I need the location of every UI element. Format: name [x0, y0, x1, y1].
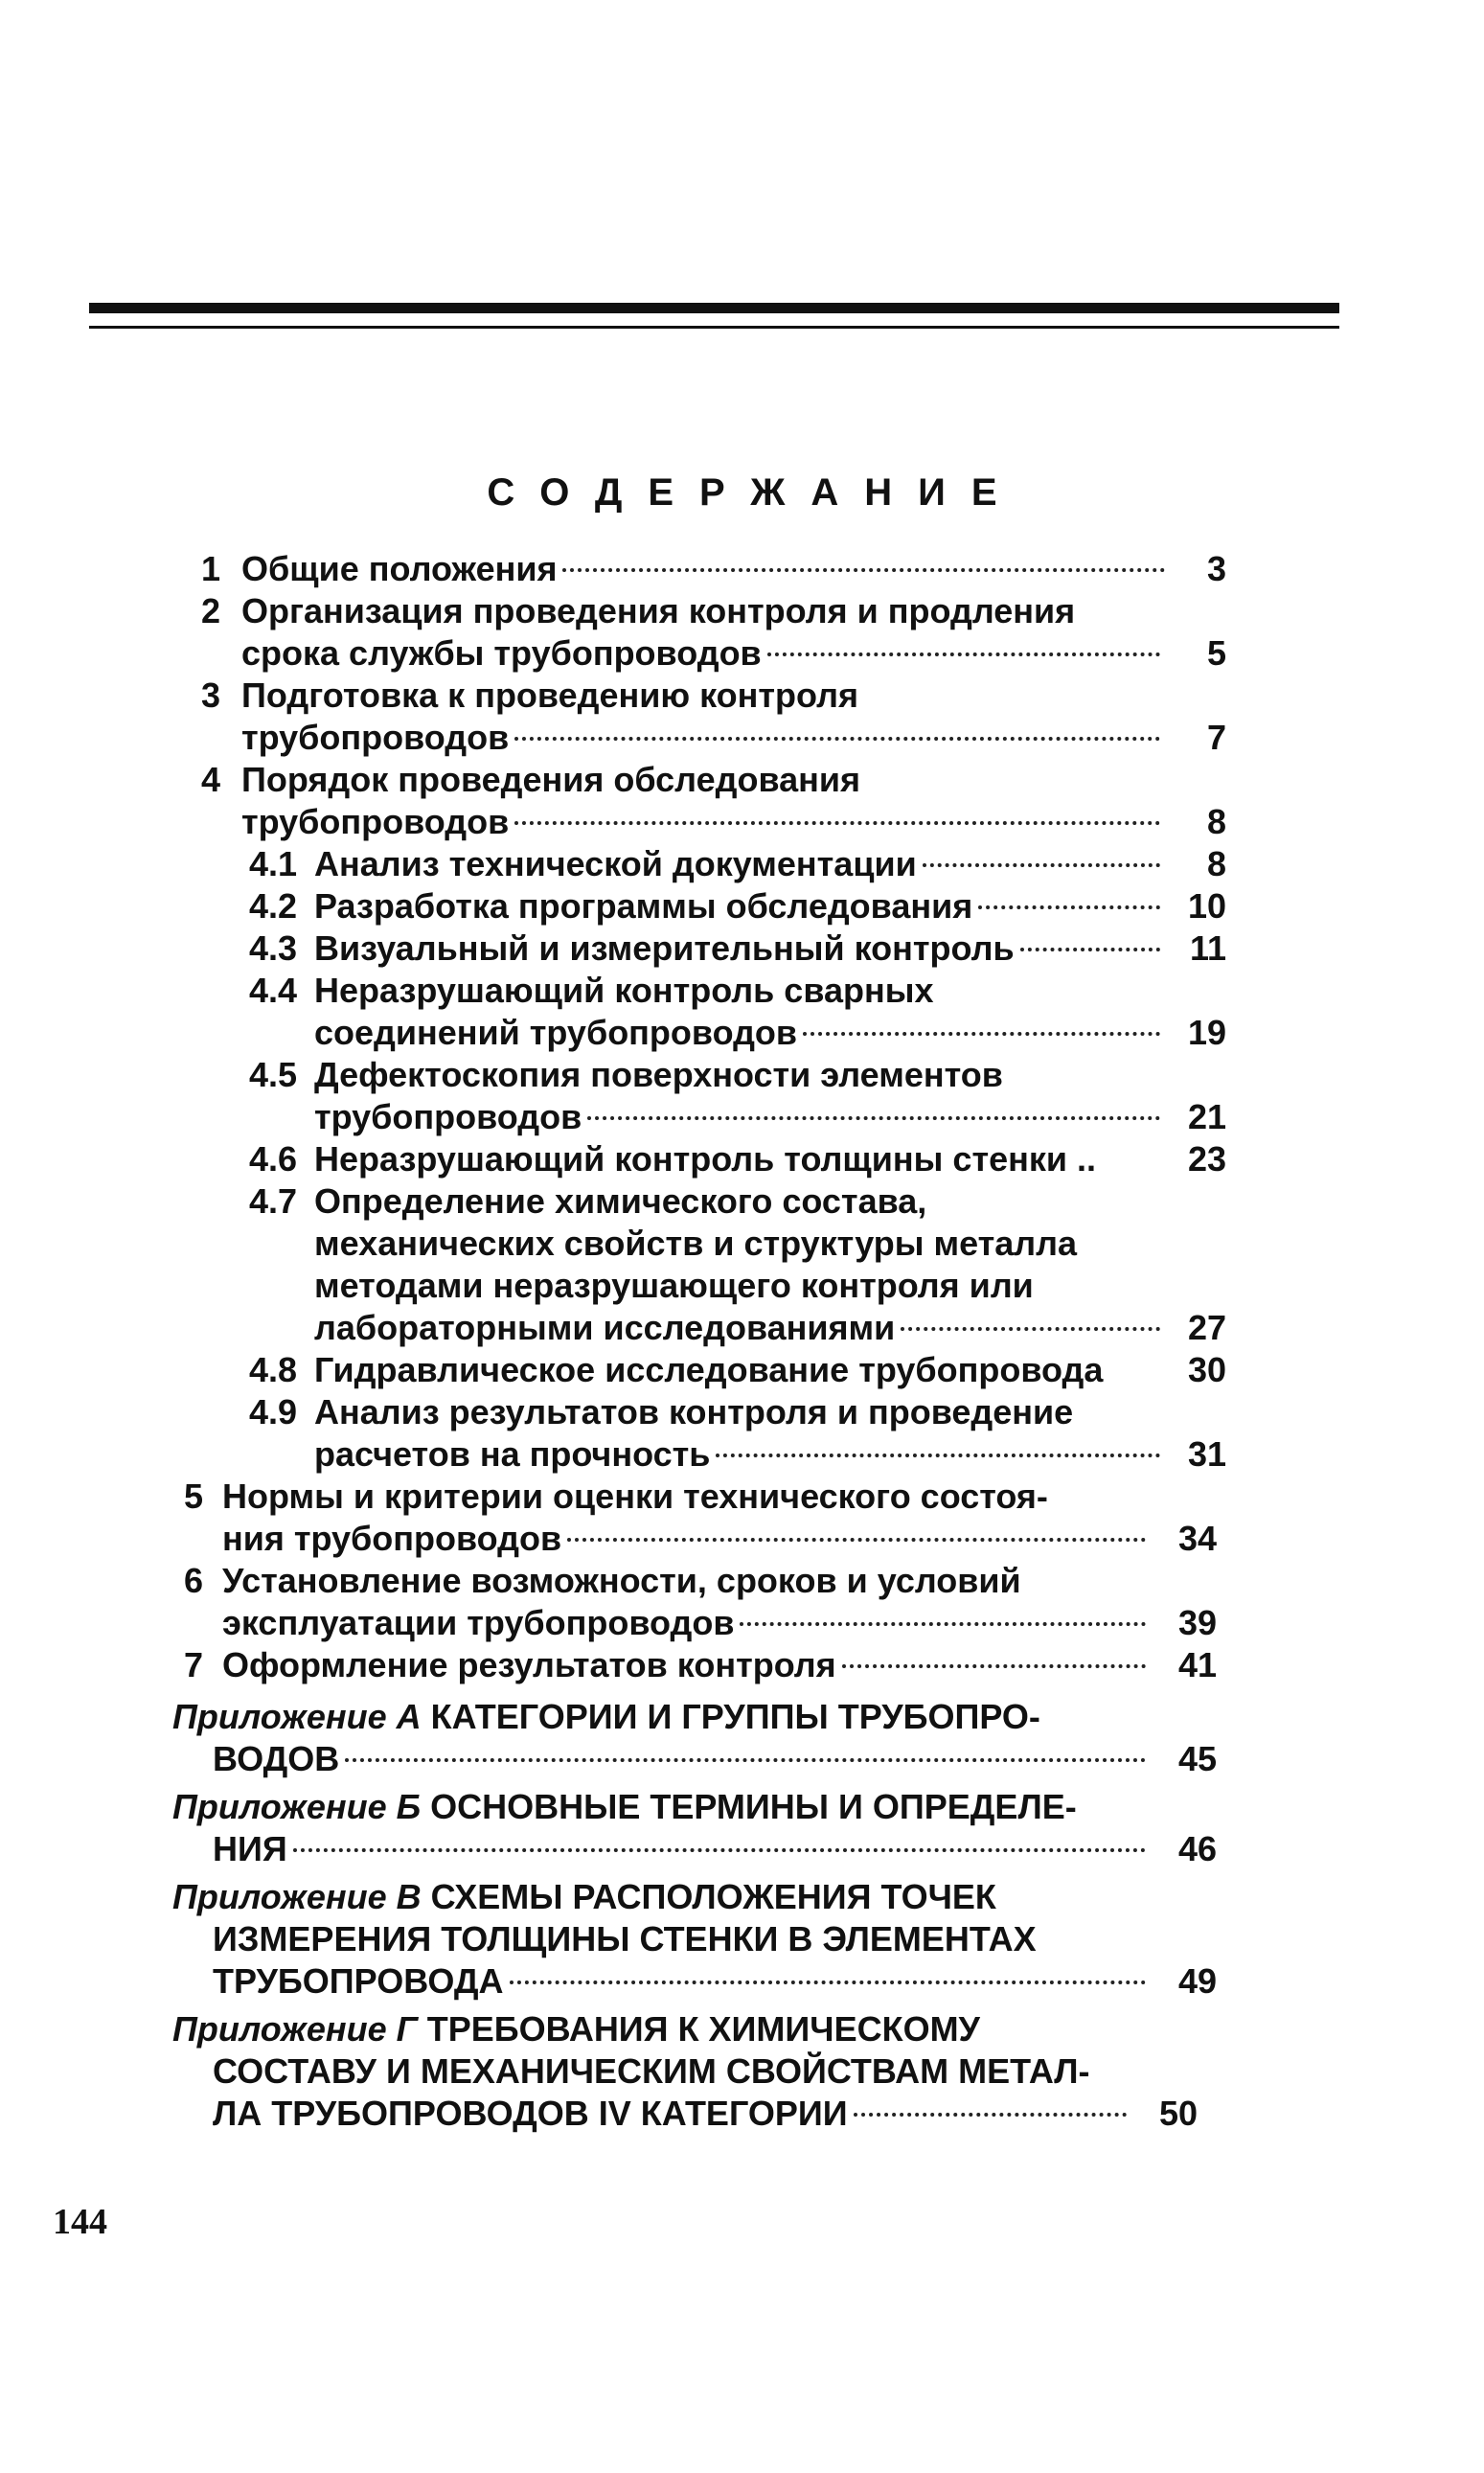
toc-entry-number: 6 [183, 1561, 203, 1600]
appendix-title-line: ИЗМЕРЕНИЯ ТОЛЩИНЫ СТЕНКИ В ЭЛЕМЕНТАХ [213, 1919, 1037, 1958]
toc-entry-title: Разработка программы обследования [314, 886, 973, 926]
toc-entry-page: 31 [1187, 1434, 1226, 1474]
leader-dots [514, 737, 1160, 741]
toc-entry-4-2[interactable] [314, 885, 1166, 927]
toc-entry-4-5[interactable] [314, 1096, 1166, 1138]
header-rule-thick [89, 303, 1339, 313]
toc-entry-number: 3 [200, 675, 220, 715]
toc-entry-7[interactable] [222, 1644, 1152, 1686]
appendix-title-line: ТРУБОПРОВОДА [213, 1961, 504, 2001]
toc-entry-number: 4.2 [248, 886, 297, 926]
appendix-label: Приложение Б [172, 1787, 422, 1826]
appendix-title-line: ЛА ТРУБОПРОВОДОВ IV КАТЕГОРИИ [213, 2094, 848, 2133]
toc-entry-page: 46 [1177, 1829, 1217, 1868]
toc-entry-page: 7 [1206, 718, 1226, 757]
toc-entry-page: 39 [1177, 1603, 1217, 1642]
toc-entry-6[interactable] [222, 1602, 1152, 1644]
toc-entry-title-line: Порядок проведения обследования [241, 760, 860, 799]
toc-entry-page: 19 [1187, 1013, 1226, 1052]
toc-entry-title-line: лабораторными исследованиями [314, 1308, 896, 1347]
toc-entry-title-line: механических свойств и структуры металла [314, 1224, 1078, 1263]
leader-dots [842, 1664, 1146, 1668]
leader-dots [514, 821, 1160, 825]
toc-entry-page: 41 [1177, 1645, 1217, 1684]
leader-dots [562, 568, 1165, 572]
toc-entry-title-line: Установление возможности, сроков и условий [222, 1561, 1021, 1600]
toc-entry-page: 21 [1187, 1097, 1226, 1136]
toc-entry-number: 5 [183, 1477, 203, 1516]
toc-entry-number: 4.8 [248, 1350, 297, 1389]
toc-entry-number: 4 [200, 760, 220, 799]
toc-entry-title: Анализ технической документации [314, 844, 917, 883]
toc-entry-number: 4.5 [248, 1055, 297, 1094]
toc-entry-4-3[interactable] [314, 927, 1166, 970]
toc-entry-3[interactable] [241, 717, 1166, 759]
toc-entry-4-7[interactable] [314, 1307, 1166, 1349]
appendix-label: Приложение А [172, 1697, 422, 1736]
page-number: 144 [53, 2202, 107, 2242]
toc-entry-page: 8 [1206, 844, 1226, 883]
toc-entry-page: 3 [1206, 549, 1226, 588]
toc-entry-4-6[interactable]: Неразрушающий контроль толщины стенки .. [314, 1139, 1096, 1179]
leader-dots [716, 1454, 1160, 1457]
appendix-g-line [172, 2008, 980, 2050]
leader-dots [740, 1622, 1146, 1626]
leader-dots [854, 2113, 1127, 2117]
leader-dots [923, 863, 1160, 867]
leader-dots [803, 1032, 1160, 1036]
toc-entry-number: 4.3 [248, 928, 297, 968]
appendix-title-line: СХЕМЫ РАСПОЛОЖЕНИЯ ТОЧЕК [430, 1877, 996, 1916]
appendix-b-line [172, 1786, 1077, 1828]
appendix-label: Приложение В [172, 1877, 422, 1916]
toc-entry-4-9[interactable] [314, 1433, 1166, 1476]
toc-entry-4-8[interactable]: Гидравлическое исследование трубопровода [314, 1350, 1104, 1389]
toc-entry-number: 4.4 [248, 971, 297, 1010]
toc-entry-page: 45 [1177, 1739, 1217, 1778]
toc-entry-page: 10 [1187, 886, 1226, 926]
toc-entry-title-line: методами неразрушающего контроля или [314, 1266, 1034, 1305]
toc-entry-number: 1 [200, 549, 220, 588]
toc-appendix-b[interactable] [213, 1828, 1152, 1870]
toc-entry-title-line: трубопроводов [241, 802, 510, 841]
toc-entry-number: 4.9 [248, 1392, 297, 1431]
leader-dots [510, 1981, 1147, 1984]
appendix-title-line: КАТЕГОРИИ И ГРУППЫ ТРУБОПРО- [430, 1697, 1040, 1736]
toc-entry-1[interactable] [241, 548, 1171, 590]
toc-entry-title: Общие положения [241, 549, 558, 588]
toc-entry-page: 23 [1187, 1139, 1226, 1179]
appendix-title-line: ОСНОВНЫЕ ТЕРМИНЫ И ОПРЕДЕЛЕ- [430, 1787, 1077, 1826]
toc-appendix-g[interactable] [213, 2093, 1132, 2135]
toc-entry-page: 34 [1177, 1519, 1217, 1558]
toc-entry-title-line: Нормы и критерии оценки технического состоя- [222, 1477, 1048, 1516]
toc-entry-title-line: расчетов на прочность [314, 1434, 711, 1474]
toc-entry-4-4[interactable] [314, 1012, 1166, 1054]
toc-entry-title-line: эксплуатации трубопроводов [222, 1603, 735, 1642]
toc-entry-page: 8 [1206, 802, 1226, 841]
appendix-title-line: НИЯ [213, 1829, 287, 1868]
toc-entry-title-line: Определение химического состава, [314, 1181, 927, 1221]
leader-dots [345, 1758, 1146, 1762]
appendix-title-line: ТРЕБОВАНИЯ К ХИМИЧЕСКОМУ [426, 2009, 980, 2049]
toc-entry-number: 7 [183, 1645, 203, 1684]
leader-dots [293, 1848, 1146, 1852]
appendix-title-line: ВОДОВ [213, 1739, 340, 1778]
toc-entry-title-line: срока службы трубопроводов [241, 633, 762, 673]
header-rule-thin [89, 326, 1339, 329]
appendix-v-line [172, 1876, 996, 1918]
toc-entry-title-line: трубопроводов [241, 718, 510, 757]
leader-dots [767, 653, 1160, 656]
toc-entry-page: 5 [1206, 633, 1226, 673]
toc-entry-title: Визуальный и измерительный контроль [314, 928, 1015, 968]
toc-entry-number: 4.6 [248, 1139, 297, 1179]
appendix-a-line [172, 1696, 1040, 1738]
toc-entry-title-line: Анализ результатов контроля и проведение [314, 1392, 1074, 1431]
toc-entry-title-line: Неразрушающий контроль сварных [314, 971, 934, 1010]
toc-appendix-v[interactable] [213, 1960, 1152, 2003]
toc-entry-title: Оформление результатов контроля [222, 1645, 836, 1684]
toc-entry-number: 4.7 [248, 1181, 297, 1221]
toc-entry-title-line: Дефектоскопия поверхности элементов [314, 1055, 1003, 1094]
appendix-title-line: СОСТАВУ И МЕХАНИЧЕСКИМ СВОЙСТВАМ МЕТАЛ- [213, 2051, 1090, 2091]
toc-appendix-a[interactable] [213, 1738, 1152, 1780]
toc-entry-page: 30 [1187, 1350, 1226, 1389]
toc-entry-page: 50 [1158, 2094, 1198, 2133]
toc-entry-2[interactable] [241, 632, 1166, 675]
toc-entry-title-line: трубопроводов [314, 1097, 582, 1136]
toc-entry-4-1[interactable] [314, 843, 1166, 885]
toc-entry-4[interactable] [241, 801, 1166, 843]
toc-entry-number: 4.1 [248, 844, 297, 883]
toc-entry-title-line: Подготовка к проведению контроля [241, 675, 858, 715]
leader-dots [587, 1116, 1160, 1120]
toc-entry-title-line: соединений трубопроводов [314, 1013, 798, 1052]
toc-entry-page: 49 [1177, 1961, 1217, 2001]
toc-entry-5[interactable] [222, 1518, 1152, 1560]
toc-entry-title-line: ния трубопроводов [222, 1519, 562, 1558]
toc-entry-page: 11 [1189, 928, 1226, 968]
toc-entry-number: 2 [200, 591, 220, 630]
leader-dots [901, 1327, 1160, 1331]
appendix-label: Приложение Г [172, 2009, 418, 2049]
toc-entry-title-line: Организация проведения контроля и продления [241, 591, 1076, 630]
toc-entry-page: 27 [1187, 1308, 1226, 1347]
leader-dots [978, 905, 1160, 909]
leader-dots [567, 1538, 1146, 1542]
toc-heading: СОДЕРЖАНИЕ [487, 471, 1023, 514]
